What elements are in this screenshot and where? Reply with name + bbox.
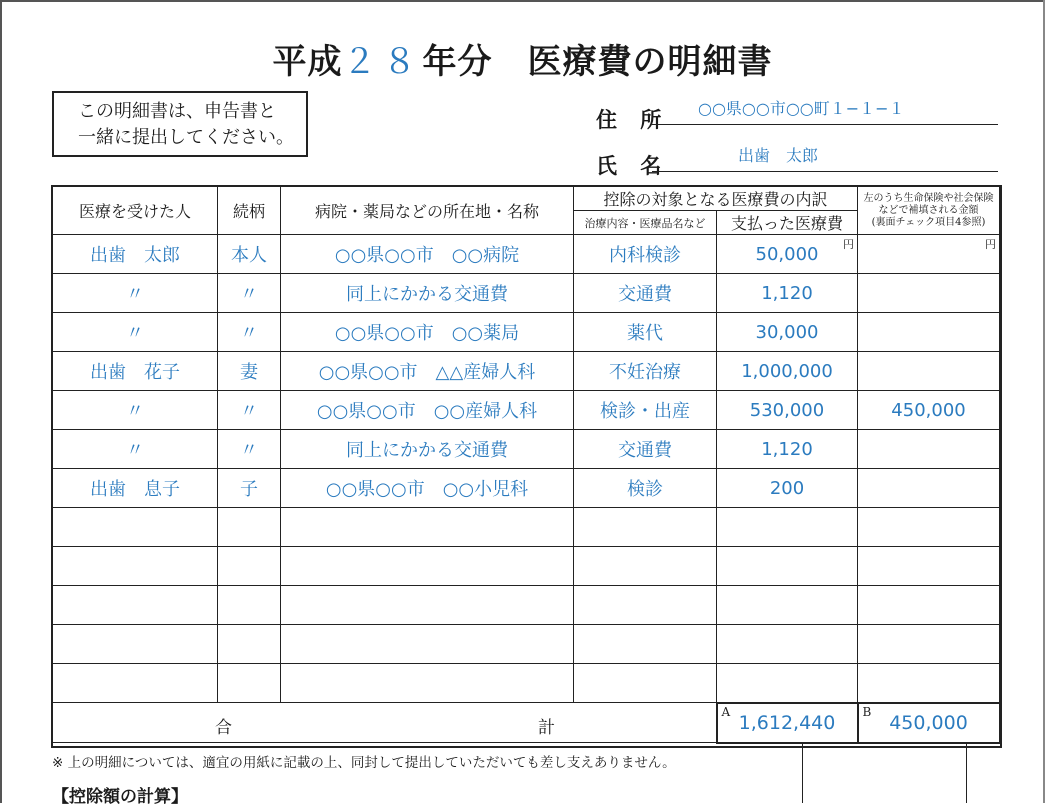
title-year: ２８ <box>342 42 423 82</box>
lower-divider-left <box>802 744 803 803</box>
total-paid: 1,612,440 <box>738 711 836 734</box>
header-treatment: 治療内容・医療品名など <box>574 211 717 235</box>
cell-paid[interactable] <box>717 235 858 274</box>
cell-insurance[interactable] <box>858 235 1000 274</box>
paid-value: 1,120 <box>761 282 813 304</box>
cell-treatment[interactable] <box>574 430 717 469</box>
insurance-value: 450,000 <box>891 399 966 421</box>
cell-hospital[interactable] <box>281 274 574 313</box>
hospital-value: ○○県○○市 △△産婦人科 <box>318 362 536 383</box>
patient-value: 〃 <box>126 440 144 461</box>
patient-value: 〃 <box>126 284 144 305</box>
cell-relation[interactable] <box>218 235 281 274</box>
cell-hospital[interactable] <box>281 235 574 274</box>
hospital-value: ○○県○○市 ○○小児科 <box>325 479 529 500</box>
total-insurance-cell[interactable] <box>858 703 1000 743</box>
cell-insurance[interactable] <box>858 547 1000 586</box>
header-insurance-line-3: (裏面チェック項目4参照) <box>871 216 986 228</box>
relation-value: 妻 <box>240 362 258 383</box>
cell-hospital[interactable] <box>281 391 574 430</box>
cell-hospital[interactable] <box>281 430 574 469</box>
paid-value: 30,000 <box>755 321 819 343</box>
title-prefix: 平成 <box>272 42 343 82</box>
patient-value: 出歯 花子 <box>90 362 180 383</box>
cell-relation[interactable] <box>218 469 281 508</box>
cell-patient[interactable] <box>53 664 218 703</box>
total-label-cell <box>53 703 717 743</box>
relation-value: 子 <box>240 479 258 500</box>
cell-relation[interactable] <box>218 547 281 586</box>
hospital-value: 同上にかかる交通費 <box>346 284 508 305</box>
relation-value: 本人 <box>231 245 267 266</box>
notice-line-2: 一緒に提出してください。 <box>78 127 294 148</box>
cell-treatment[interactable] <box>574 313 717 352</box>
table-row <box>53 391 1000 430</box>
cell-hospital[interactable] <box>281 664 574 703</box>
cell-treatment[interactable] <box>574 469 717 508</box>
total-insurance: 450,000 <box>889 711 968 734</box>
relation-value: 〃 <box>240 323 258 344</box>
treatment-value: 薬代 <box>627 323 663 344</box>
cell-paid[interactable] <box>717 547 858 586</box>
cell-relation[interactable] <box>218 508 281 547</box>
cell-insurance[interactable] <box>858 352 1000 391</box>
cell-patient[interactable] <box>53 586 218 625</box>
cell-insurance[interactable] <box>858 274 1000 313</box>
name-value[interactable]: 出歯 太郎 <box>738 146 819 165</box>
cell-hospital[interactable] <box>281 313 574 352</box>
table-row <box>53 469 1000 508</box>
patient-value: 出歯 息子 <box>90 479 180 500</box>
lower-divider-right <box>966 744 967 803</box>
cell-relation[interactable] <box>218 352 281 391</box>
cell-relation[interactable] <box>218 391 281 430</box>
cell-patient[interactable] <box>53 274 218 313</box>
name-label: 氏 名 <box>596 154 670 178</box>
header-patient: 医療を受けた人 <box>53 187 218 235</box>
section-heading: 【控除額の計算】 <box>52 787 188 807</box>
cell-patient[interactable] <box>53 430 218 469</box>
table-row <box>53 547 1000 586</box>
header-relation: 続柄 <box>218 187 281 235</box>
cell-treatment[interactable] <box>574 547 717 586</box>
cell-patient[interactable] <box>53 391 218 430</box>
cell-insurance[interactable] <box>858 391 1000 430</box>
cell-insurance[interactable] <box>858 430 1000 469</box>
cell-hospital[interactable] <box>281 586 574 625</box>
cell-patient[interactable] <box>53 313 218 352</box>
medical-expense-table <box>52 186 1001 744</box>
submission-notice <box>52 91 308 157</box>
document-title <box>0 34 1045 83</box>
cell-patient[interactable] <box>53 352 218 391</box>
table-row <box>53 313 1000 352</box>
cell-insurance[interactable] <box>858 313 1000 352</box>
hospital-value: ○○県○○市 ○○薬局 <box>334 323 520 344</box>
treatment-value: 交通費 <box>618 284 672 305</box>
header-insurance-line-2: などで補填される金額 <box>878 204 979 216</box>
total-label-left: 合 <box>215 718 232 738</box>
cell-relation[interactable] <box>218 430 281 469</box>
hospital-value: ○○県○○市 ○○産婦人科 <box>316 401 538 422</box>
patient-value: 出歯 太郎 <box>90 245 180 266</box>
paid-value: 50,000 <box>755 243 819 265</box>
cell-treatment[interactable] <box>574 508 717 547</box>
table-row <box>53 274 1000 313</box>
table-row <box>53 586 1000 625</box>
cell-relation[interactable] <box>218 313 281 352</box>
cell-patient[interactable] <box>53 235 218 274</box>
paid-value: 530,000 <box>749 399 825 421</box>
cell-paid[interactable] <box>717 352 858 391</box>
cell-relation[interactable] <box>218 274 281 313</box>
header-paid: 支払った医療費 <box>717 211 858 235</box>
treatment-value: 交通費 <box>618 440 672 461</box>
cell-hospital[interactable] <box>281 352 574 391</box>
header-hospital: 病院・薬局などの所在地・名称 <box>281 187 574 235</box>
hospital-value: 同上にかかる交通費 <box>346 440 508 461</box>
table-row <box>53 508 1000 547</box>
name-underline <box>652 171 998 172</box>
treatment-value: 検診・出産 <box>600 401 690 422</box>
cell-insurance[interactable] <box>858 664 1000 703</box>
cell-hospital[interactable] <box>281 547 574 586</box>
total-paid-cell[interactable] <box>717 703 858 743</box>
table-row <box>53 430 1000 469</box>
cell-insurance[interactable] <box>858 625 1000 664</box>
treatment-value: 内科検診 <box>609 245 681 266</box>
paid-value: 200 <box>769 477 805 499</box>
cell-insurance[interactable] <box>858 469 1000 508</box>
cell-hospital[interactable] <box>281 508 574 547</box>
notice-line-1: この明細書は、申告書と <box>78 101 276 122</box>
cell-paid[interactable] <box>717 430 858 469</box>
cell-treatment[interactable] <box>574 352 717 391</box>
patient-value: 〃 <box>126 401 144 422</box>
total-mark-a: A <box>721 704 731 719</box>
cell-treatment[interactable] <box>574 391 717 430</box>
cell-paid[interactable] <box>717 625 858 664</box>
cell-treatment[interactable] <box>574 586 717 625</box>
total-label-right: 計 <box>538 718 555 738</box>
cell-paid[interactable] <box>717 469 858 508</box>
cell-paid[interactable] <box>717 391 858 430</box>
cell-paid[interactable] <box>717 586 858 625</box>
table-row <box>53 625 1000 664</box>
cell-patient[interactable] <box>53 508 218 547</box>
header-insurance <box>858 187 1000 235</box>
cell-hospital[interactable] <box>281 469 574 508</box>
yen-unit: 円 <box>985 238 997 251</box>
cell-patient[interactable] <box>53 625 218 664</box>
address-label: 住 所 <box>596 108 670 132</box>
hospital-value: ○○県○○市 ○○病院 <box>334 245 520 266</box>
address-value[interactable]: ○○県○○市○○町１−１−１ <box>698 99 905 118</box>
total-mark-b: B <box>862 704 872 719</box>
cell-treatment[interactable] <box>574 664 717 703</box>
paid-value: 1,120 <box>761 438 813 460</box>
header-insurance-line-1: 左のうち生命保険や社会保険 <box>863 192 994 204</box>
cell-paid[interactable] <box>717 508 858 547</box>
address-underline <box>652 124 998 125</box>
yen-unit: 円 <box>843 238 855 251</box>
cell-treatment[interactable] <box>574 235 717 274</box>
cell-treatment[interactable] <box>574 625 717 664</box>
treatment-value: 不妊治療 <box>609 362 681 383</box>
cell-paid[interactable] <box>717 313 858 352</box>
cell-relation[interactable] <box>218 664 281 703</box>
table-row <box>53 235 1000 274</box>
cell-relation[interactable] <box>218 586 281 625</box>
cell-hospital[interactable] <box>281 625 574 664</box>
title-suffix: 年分 医療費の明細書 <box>422 42 773 82</box>
header-breakdown: 控除の対象となる医療費の内訳 <box>574 187 858 211</box>
cell-patient[interactable] <box>53 547 218 586</box>
relation-value: 〃 <box>240 284 258 305</box>
footnote: ※ 上の明細については、適宜の用紙に記載の上、同封して提出していただいても差し支えありません。 <box>52 755 676 771</box>
patient-value: 〃 <box>126 323 144 344</box>
cell-insurance[interactable] <box>858 508 1000 547</box>
cell-patient[interactable] <box>53 469 218 508</box>
relation-value: 〃 <box>240 401 258 422</box>
cell-insurance[interactable] <box>858 586 1000 625</box>
cell-paid[interactable] <box>717 664 858 703</box>
paid-value: 1,000,000 <box>741 360 833 382</box>
cell-treatment[interactable] <box>574 274 717 313</box>
table-row <box>53 352 1000 391</box>
cell-paid[interactable] <box>717 274 858 313</box>
treatment-value: 検診 <box>627 479 663 500</box>
relation-value: 〃 <box>240 440 258 461</box>
cell-relation[interactable] <box>218 625 281 664</box>
table-row <box>53 664 1000 703</box>
